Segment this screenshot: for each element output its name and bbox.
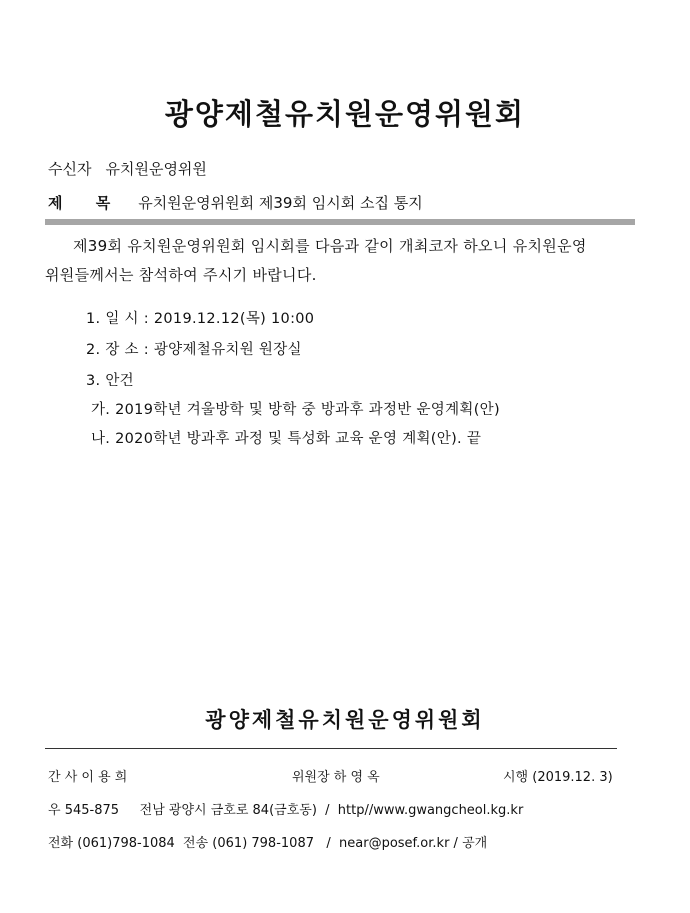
recipient-line (48, 158, 207, 179)
agenda-item-location: 2. 장 소 : 광양제철유치원 원장실 (86, 342, 302, 358)
subject-value: 유치원운영위원회 제39회 임시회 소집 통지 (138, 194, 423, 212)
agenda-item-agenda: 3. 안건 (86, 373, 134, 389)
header-divider (45, 219, 635, 225)
body-line-2: 위원들께서는 참석하여 주시기 바랍니다. (45, 266, 317, 284)
recipient-label: 수신자 (48, 160, 92, 178)
recipient-value: 유치원운영위원 (105, 160, 207, 178)
subject-label: 제 목 (48, 194, 125, 212)
footer-divider (45, 748, 617, 749)
agenda-sub-item-ga: 가. 2019학년 겨울방학 및 방학 중 방과후 과정반 운영계획(안) (91, 402, 500, 418)
agenda-sub-item-na: 나. 2020학년 방과후 과정 및 특성화 교육 운영 계획(안). 끝 (91, 431, 482, 447)
footer-chairman: 위원장 하 영 옥 (292, 770, 380, 785)
footer-enforcement-date: 시행 (2019.12. 3) (503, 770, 613, 785)
footer-secretary: 간 사 이 용 희 (48, 770, 128, 785)
footer-contact: 전화 (061)798-1084 전송 (061) 798-1087 / near@posef.or.kr / 공개 (48, 836, 488, 851)
body-paragraph (45, 232, 645, 290)
agenda-item-datetime: 1. 일 시 : 2019.12.12(목) 10:00 (86, 311, 315, 327)
subject-line (48, 192, 423, 213)
document-title: 광양제철유치원운영위원회 (164, 97, 526, 131)
footer-org-name: 광양제철유치원운영위원회 (205, 708, 485, 732)
footer-address: 우 545-875 전남 광양시 금호로 84(금호동) / http//www.gwangcheol.kg.kr (48, 803, 524, 818)
body-line-1: 제39회 유치원운영위원회 임시회를 다음과 같이 개최코자 하오니 유치원운영 (73, 237, 587, 255)
